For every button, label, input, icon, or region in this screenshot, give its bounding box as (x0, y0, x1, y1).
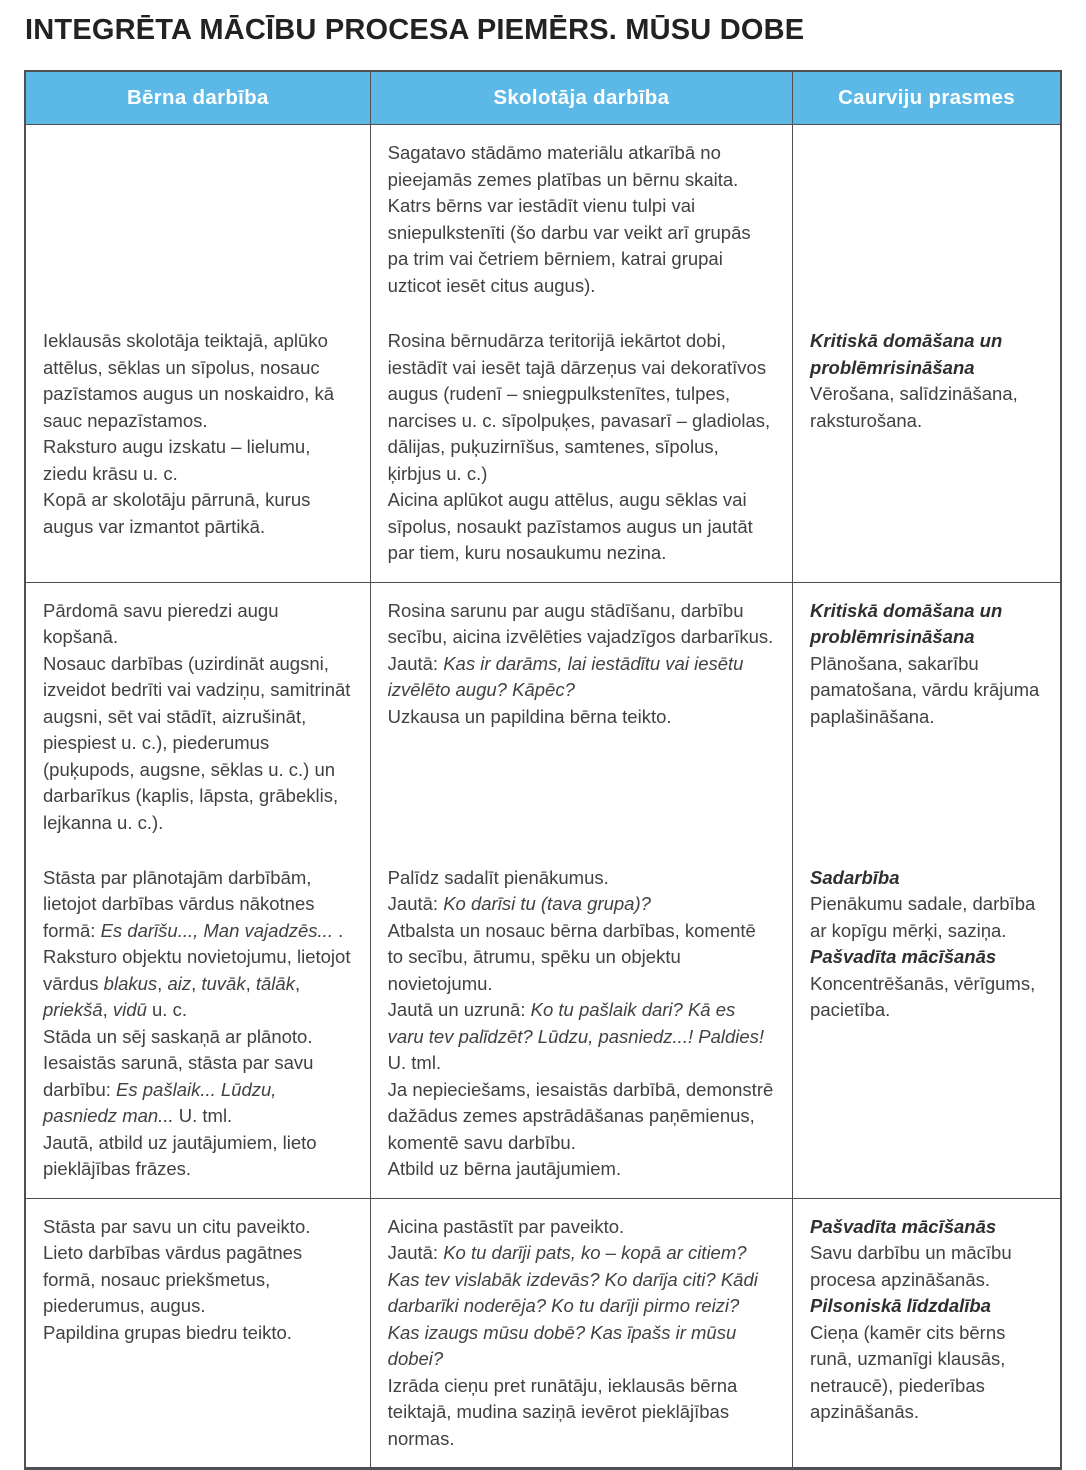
text-segment: tuvāk (201, 972, 246, 994)
text-segment: Raksturo augu izskatu – lielumu, ziedu krāsu u. c. (43, 436, 311, 484)
text-segment: , (294, 972, 301, 994)
paragraph (43, 1240, 354, 1320)
paragraph (388, 891, 776, 918)
text-segment: Pašvadīta mācīšanās (810, 1215, 997, 1237)
paragraph (388, 1240, 776, 1373)
page-title: INTEGRĒTA MĀCĪBU PROCESA PIEMĒRS. MŪSU DOBE (25, 14, 805, 46)
text-segment: , (102, 999, 113, 1020)
text-segment: blakus (103, 972, 158, 994)
text-segment: Palīdz sadalīt pienākumus. (387, 866, 609, 888)
paragraph (43, 865, 354, 945)
paragraph (388, 487, 776, 567)
paragraph (810, 891, 1044, 944)
paragraph (388, 704, 776, 731)
text-block (43, 1214, 354, 1347)
text-segment: Jautā, atbild uz jautājumiem, lieto pieklājības frāzes. (43, 1131, 317, 1179)
text-block (810, 598, 1044, 865)
text-segment: Ko tu pašlaik dari? Kā es varu tev palīdzēt? Lūdzu, pasniedz...! Paldies! (387, 999, 765, 1047)
text-block (810, 865, 1044, 1024)
paragraph (388, 598, 776, 651)
text-segment: U. tml. (173, 1105, 233, 1126)
table-row (26, 124, 1060, 582)
table-header-row (26, 72, 1060, 124)
paragraph (43, 1214, 354, 1241)
text-segment: Uzkausa un papildina bērna teikto. (387, 705, 672, 727)
column-header-transversal-skills: Caurviju prasmes (792, 72, 1060, 124)
text-segment: Sadarbība (810, 866, 900, 888)
text-segment: U. tml. (387, 1052, 442, 1073)
table-cell (792, 1199, 1060, 1468)
text-segment: Iesaistās sarunā, stāsta par savu darbību: (43, 1052, 314, 1100)
text-block (388, 865, 776, 1183)
text-segment: Stāsta par savu un citu paveikto. (43, 1215, 311, 1237)
text-segment: Es pašlaik... Lūdzu, pasniedz man... (43, 1078, 277, 1126)
paragraph (388, 1156, 776, 1183)
paragraph (810, 865, 1044, 892)
text-segment: Kritiskā domāšana un problēmrisināšana (810, 330, 1003, 378)
paragraph (388, 140, 776, 299)
paragraph (43, 1320, 354, 1347)
text-segment: , (191, 972, 202, 994)
text-segment: Ko darīsi tu (tava grupa)? (443, 893, 651, 914)
paragraph (43, 651, 354, 837)
paragraph (388, 1373, 776, 1453)
paragraph (810, 381, 1044, 434)
text-segment: Kopā ar skolotāju pārrunā, kurus augus var izmantot pārtikā. (43, 489, 311, 537)
paragraph (388, 1214, 776, 1241)
text-segment: Pilsoniskā līdzdalība (810, 1295, 991, 1316)
paragraph (43, 328, 354, 434)
text-block (810, 1214, 1044, 1426)
text-block (43, 865, 354, 1183)
text-segment: Atbild uz bērna jautājumiem. (387, 1158, 622, 1179)
text-segment: Stāsta par plānotajām darbībām, lietojot darbības vārdus nākotnes formā: (43, 866, 315, 941)
text-segment: Jautā: (387, 1242, 444, 1263)
paragraph (388, 1077, 776, 1157)
table-cell (26, 1199, 370, 1468)
text-segment: tālāk (255, 972, 295, 994)
text-segment: . (332, 919, 344, 941)
table-cell (26, 583, 370, 1198)
text-segment: Jautā un uzrunā: (387, 999, 531, 1020)
paragraph (388, 328, 776, 487)
text-block (388, 598, 776, 865)
text-block (388, 140, 776, 328)
text-segment: Kas ir darāms, lai iestādītu vai iesētu izvēlēto augu? Kāpēc? (387, 652, 744, 700)
text-segment: Savu darbību un mācību procesa apzināšanās. (810, 1242, 1012, 1290)
text-segment: Atbalsta un nosauc bērna darbības, komentē to secību, ātrumu, spēku un objektu novietojumu. (387, 919, 756, 994)
text-segment: Pārdomā savu pieredzi augu kopšanā. (43, 599, 279, 647)
table-cell (370, 1199, 792, 1468)
paragraph (43, 1050, 354, 1130)
paragraph (43, 1130, 354, 1183)
text-segment: Stāda un sēj saskaņā ar plānoto. (43, 1025, 313, 1047)
text-segment: Lieto darbības vārdus pagātnes formā, nosauc priekšmetus, piederumus, augus. (43, 1242, 303, 1316)
text-segment: Jautā: (387, 652, 444, 674)
process-table (24, 70, 1062, 1470)
text-block (43, 598, 354, 865)
paragraph (810, 1293, 1044, 1320)
text-segment: Es darīšu..., Man vajadzēs... (100, 919, 333, 941)
paragraph (43, 598, 354, 651)
text-block (388, 328, 776, 567)
text-segment: Pienākumu sadale, darbība ar kopīgu mērķi, saziņa. (810, 893, 1036, 941)
table-row (26, 1198, 1060, 1468)
paragraph (43, 944, 354, 1024)
paragraph (810, 1240, 1044, 1293)
paragraph (388, 918, 776, 998)
text-segment: Izrāda cieņu pret runātāju, ieklausās bērna teiktajā, mudina saziņā ievērot pieklājības normas. (387, 1374, 738, 1449)
text-segment: Koncentrēšanās, vērīgums, pacietība. (810, 972, 1036, 1020)
table-cell (370, 583, 792, 1198)
text-segment: Aicina pastāstīt par paveikto. (387, 1215, 625, 1237)
paragraph (810, 971, 1044, 1024)
text-segment: Cieņa (kamēr cits bērns runā, uzmanīgi klausās, netraucē), piederības apzināšanās. (810, 1321, 1006, 1422)
text-segment: Rosina sarunu par augu stādīšanu, darbību secību, aicina izvēlēties vajadzīgos darbarīkus. (387, 599, 774, 647)
paragraph (388, 865, 776, 892)
text-segment: Ja nepieciešams, iesaistās darbībā, demonstrē dažādus zemes apstrādāšanas paņēmienus, komentē savu darbību. (387, 1078, 774, 1153)
column-header-child-activity: Bērna darbība (126, 86, 269, 109)
table-body (26, 124, 1060, 1467)
text-segment: Raksturo objektu novietojumu, lietojot vārdus (43, 946, 351, 994)
paragraph (388, 997, 776, 1077)
table-cell (370, 125, 792, 582)
paragraph (810, 598, 1044, 651)
text-block (388, 1214, 776, 1453)
paragraph (43, 1024, 354, 1051)
paragraph (810, 651, 1044, 731)
text-block (43, 328, 354, 540)
text-segment: , (157, 972, 168, 994)
table-row (26, 582, 1060, 1198)
text-segment: Ko tu darīji pats, ko – kopā ar citiem? Kas tev vislabāk izdevās? Ko darīja citi? Kādi darbarīki noderēja? Ko tu darīji pirmo reizi? Kas izaugs mūsu dobē? Kas īpašs ir mūsu dobei? (387, 1242, 758, 1369)
paragraph (810, 1320, 1044, 1426)
table-cell (26, 125, 370, 582)
paragraph (810, 944, 1044, 971)
text-segment: , (245, 972, 256, 994)
text-segment: Papildina grupas biedru teikto. (43, 1321, 292, 1343)
text-block (810, 328, 1044, 434)
text-segment: Pašvadīta mācīšanās (810, 946, 997, 967)
text-segment: Rosina bērnudārza teritorijā iekārtot dobi, iestādīt vai iesēt tajā dārzeņus vai dekoratīvos augus (rudenī – sniegpulkstenītes, tulpes, narcises u. c. sīpolpuķes, pavasarī – gladiolas, dālijas, puķuzirnīšus, samtenes, sīpolus, ķirbjus u. c.) (387, 330, 771, 484)
column-header-teacher-activity: Skolotāja darbība (370, 72, 792, 124)
text-segment: Nosauc darbības (uzirdināt augsni, izveidot bedrīti vai vadziņu, samitrināt augsni, sēt vai stādīt, aizrušināt, piespiest u. c.), piederumus (puķupods, augsne, sēklas u. c.) un darbarīkus (kaplis, lāpsta, grābeklis, lejkanna u. c.). (43, 652, 351, 833)
text-segment: Ieklausās skolotāja teiktajā, aplūko attēlus, sēklas un sīpolus, nosauc pazīstamos augus un noskaidro, kā sauc nepazīstamos. (43, 330, 335, 431)
paragraph (810, 328, 1044, 381)
text-segment: Jautā: (387, 893, 444, 914)
text-segment: Kritiskā domāšana un problēmrisināšana (810, 599, 1003, 647)
paragraph (43, 487, 354, 540)
table-cell (792, 583, 1060, 1198)
paragraph (810, 1214, 1044, 1241)
text-segment: Plānošana, sakarību pamatošana, vārdu krājuma paplašināšana. (810, 652, 1040, 727)
text-segment: Sagatavo stādāmo materiālu atkarībā no pieejamās zemes platības un bērnu skaita. Katrs bērns var iestādīt vienu tulpi vai sniepulkstenīti (šo darbu var veikt arī grupās pa trim vai četriem bērniem, katrai grupai uzticot iesēt citus augus). (387, 142, 751, 296)
table-cell (792, 125, 1060, 582)
text-segment: Vērošana, salīdzināšana, raksturošana. (810, 383, 1018, 431)
text-segment: Aicina aplūkot augu attēlus, augu sēklas vai sīpolus, nosaukt pazīstamos augus un jautāt par tiem, kuru nosaukumu nezina. (387, 489, 753, 563)
paragraph (388, 651, 776, 704)
text-segment: priekšā (43, 999, 103, 1020)
text-segment: u. c. (146, 999, 187, 1020)
text-segment: aiz (167, 972, 192, 994)
text-segment: vidū (112, 999, 147, 1020)
paragraph (43, 434, 354, 487)
